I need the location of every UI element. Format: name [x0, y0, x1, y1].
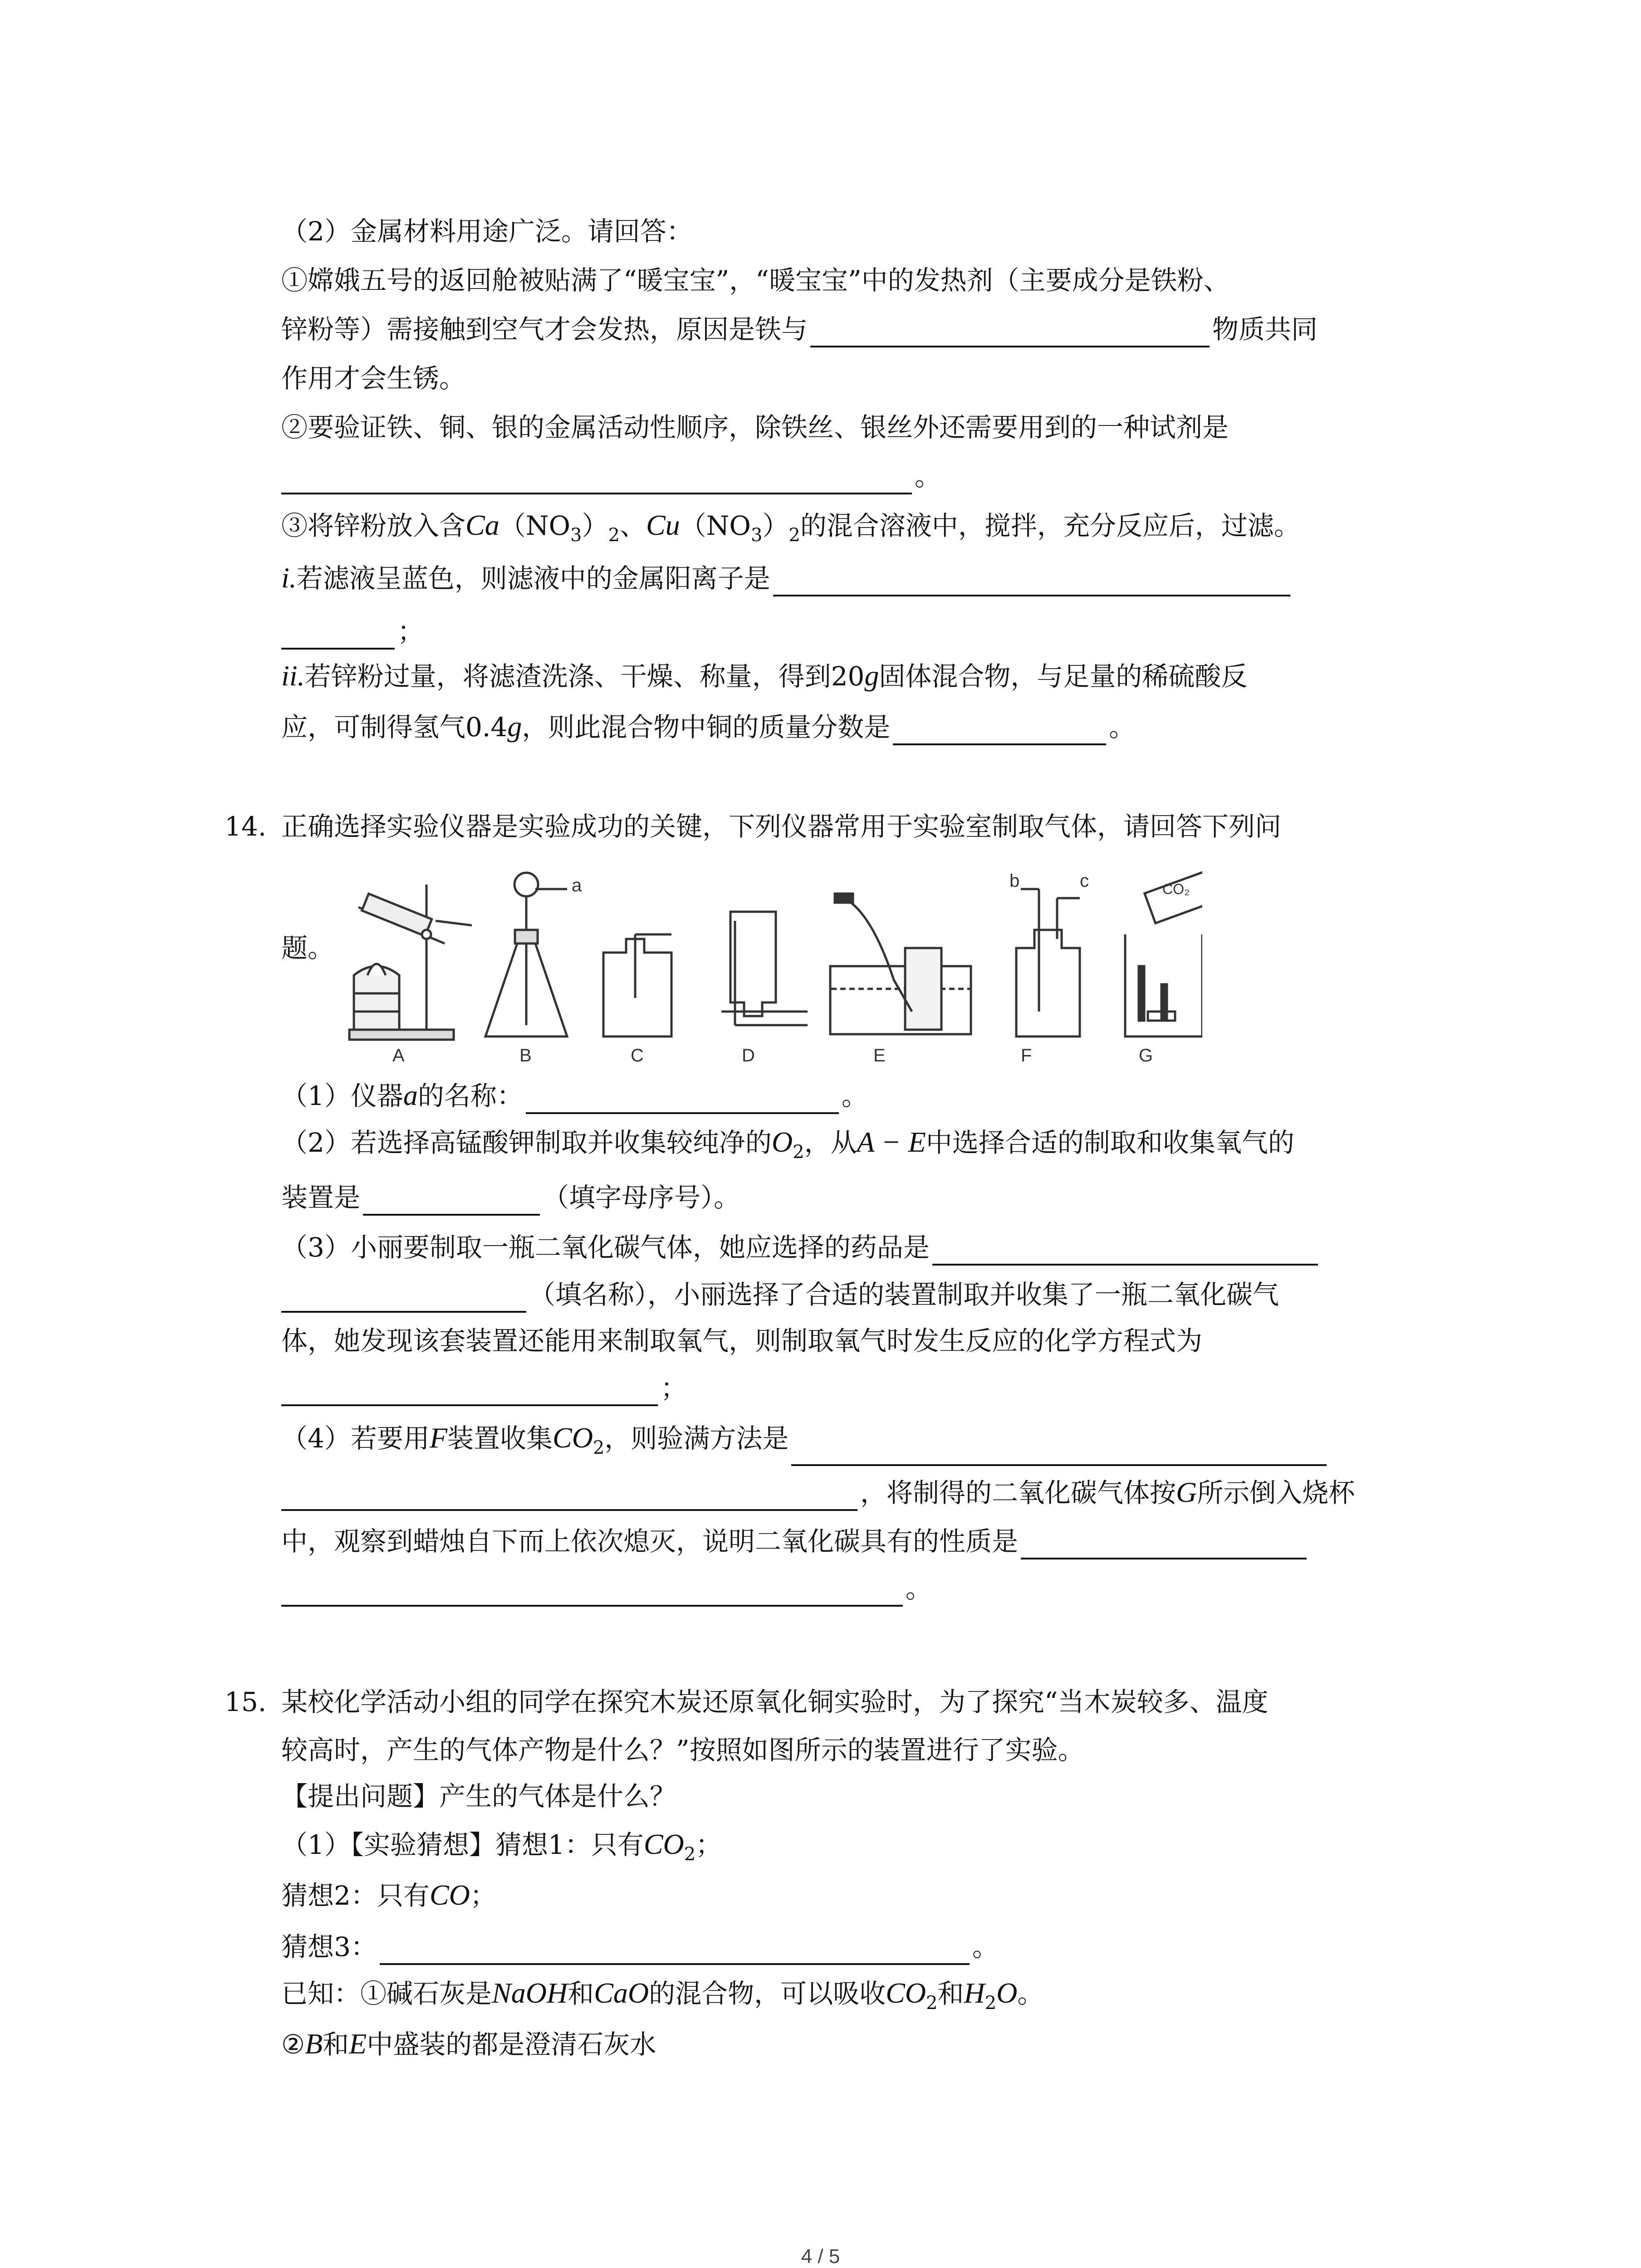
text: 的名称：: [417, 1080, 523, 1111]
text: 已知：①碱石灰是: [281, 1978, 492, 2009]
unit: g: [507, 710, 522, 743]
question-number-15: 15.: [225, 1686, 267, 1717]
apparatus-a: [349, 885, 472, 1040]
text: 、: [619, 510, 646, 541]
page-number: 4 / 5: [801, 2245, 840, 2268]
part2-qi-line2: [281, 613, 424, 650]
formula: Cu: [646, 509, 680, 541]
formula: Ca: [465, 509, 500, 541]
q15-guess3: [281, 1929, 999, 1965]
answer-blank-check-full-cont[interactable]: [281, 1481, 857, 1511]
answer-blank-check-full[interactable]: [791, 1436, 1327, 1466]
formula: （NO: [499, 510, 571, 541]
text: ③将锌粉放入含: [281, 510, 466, 541]
apparatus-f: [1016, 889, 1080, 1036]
text: 。: [972, 1931, 999, 1962]
text: 所示倒入烧杯: [1197, 1477, 1355, 1508]
figure-label-c-small: c: [1080, 871, 1089, 891]
answer-blank-reagent[interactable]: [281, 464, 912, 494]
figure-label-d: D: [742, 1046, 755, 1066]
text: 中，观察到蜡烛自下而上依次熄灭，说明二氧化碳具有的性质是: [281, 1526, 1019, 1557]
text: ②: [281, 2029, 305, 2060]
apparatus-e: [830, 894, 971, 1034]
text: （3）小丽要制取一瓶二氧化碳气体，她应选择的药品是: [281, 1232, 930, 1263]
formula: CO: [643, 1828, 684, 1860]
text: 和: [937, 1978, 964, 2009]
q14-p3-line1: [281, 1229, 1321, 1266]
q15-stem-line1: 某校化学活动小组的同学在探究木炭还原氧化铜实验时，为了探究“当木炭较多、温度: [281, 1686, 1269, 1717]
formula: CaO: [594, 1977, 649, 2009]
text: 。: [906, 1573, 932, 1604]
answer-blank-copper-fraction[interactable]: [893, 715, 1106, 745]
text: 。: [1017, 1978, 1044, 2009]
part2-q1-line1: ①嫦娥五号的返回舱被贴满了“暖宝宝”，“暖宝宝”中的发热剂（主要成分是铁粉、: [281, 265, 1230, 296]
formula: O: [996, 1977, 1018, 2009]
subscript: 3: [750, 525, 763, 546]
part2-q2-line2: [281, 458, 941, 494]
answer-blank-cation[interactable]: [773, 567, 1290, 596]
formula: CO: [553, 1422, 593, 1454]
text: 和: [568, 1978, 594, 2009]
q14-p4-line1: [281, 1420, 1329, 1466]
subscript: 2: [793, 1142, 804, 1163]
q14-p1: [281, 1077, 868, 1114]
text: （2）若选择高锰酸钾制取并收集较纯净的: [281, 1127, 772, 1158]
q14-p3-line4: [281, 1370, 687, 1406]
unit: g: [864, 660, 879, 692]
variable: a: [403, 1079, 418, 1111]
formula: H: [964, 1977, 985, 2009]
answer-blank-cation-cont[interactable]: [281, 620, 395, 650]
q14-p2-line1: [281, 1124, 1294, 1170]
variable: B: [305, 2028, 323, 2060]
text: 的混合溶液中，搅拌，充分反应后，过滤。: [800, 510, 1300, 541]
text: ；: [696, 1829, 722, 1860]
text: （4）若要用: [281, 1423, 430, 1454]
text: ，从: [804, 1127, 857, 1158]
formula: ）: [582, 510, 608, 541]
figure-label-f: F: [1021, 1046, 1032, 1066]
answer-blank-guess3[interactable]: [380, 1935, 970, 1965]
answer-blank-device[interactable]: [363, 1186, 540, 1216]
variable: E: [349, 2028, 367, 2060]
text: 若滤液呈蓝色，则滤液中的金属阳离子是: [296, 563, 770, 594]
apparatus-b: [485, 873, 567, 1036]
part2-q1-line2: [281, 311, 1318, 347]
formula: O: [771, 1126, 793, 1158]
part2-qi-line1: [281, 560, 1293, 596]
part2-intro: （2）金属材料用途广泛。请回答：: [281, 216, 693, 247]
text: （填字母序号）。: [543, 1182, 740, 1213]
text: ；: [397, 616, 424, 647]
text: 。: [915, 461, 941, 492]
text: 若锌粉过量，将滤渣洗涤、干燥、称量，得到20: [304, 661, 865, 692]
answer-blank-properties[interactable]: [1021, 1530, 1307, 1559]
q15-guess2: [281, 1877, 496, 1914]
answer-blank-instrument-a[interactable]: [526, 1084, 839, 1114]
answer-blank-rust[interactable]: [810, 318, 1210, 347]
formula: CO: [429, 1879, 470, 1911]
q14-p4-line2: [281, 1474, 1355, 1511]
label: i.: [281, 562, 297, 594]
figure-label-e: E: [873, 1046, 886, 1066]
answer-blank-reagents-cont[interactable]: [281, 1283, 526, 1313]
q15-problem: 【提出问题】产生的气体是什么？: [281, 1781, 676, 1812]
answer-blank-properties-cont[interactable]: [281, 1577, 903, 1607]
text: 物质共同: [1212, 314, 1318, 345]
apparatus-d: [721, 912, 808, 1025]
q14-p3-line3: 体，她发现该套装置还能用来制取氧气，则制取氧气时发生反应的化学方程式为: [281, 1325, 1203, 1356]
figure-label-b: B: [519, 1046, 532, 1066]
text: ，则此混合物中铜的质量分数是: [522, 712, 891, 743]
text: 。: [841, 1080, 868, 1111]
text: 固体混合物，与足量的稀硫酸反: [879, 661, 1248, 692]
answer-blank-reagents[interactable]: [932, 1236, 1318, 1266]
text: 猜想3：: [281, 1931, 377, 1962]
text: 锌粉等）需接触到空气才会发热，原因是铁与: [281, 314, 808, 345]
figure-label-g: G: [1139, 1046, 1153, 1066]
part2-qii-line2: [281, 709, 1135, 745]
subscript: 2: [684, 1844, 696, 1865]
apparatus-drawing: [327, 862, 1202, 1070]
part2-qii-line1: [281, 658, 1247, 694]
variable: A − E: [857, 1126, 926, 1158]
figure-label-b-small: b: [1009, 871, 1020, 891]
text: 装置收集: [447, 1423, 553, 1454]
q15-known2: [281, 2026, 656, 2063]
formula: （NO: [680, 510, 751, 541]
text: 的混合物，可以吸收: [649, 1978, 886, 2009]
text: ；: [661, 1373, 687, 1403]
figure-label-a-small: a: [572, 875, 582, 895]
text: 中选择合适的制取和收集氧气的: [926, 1127, 1294, 1158]
variable: G: [1176, 1476, 1197, 1508]
q15-guess1: [281, 1826, 722, 1872]
subscript: 2: [593, 1437, 605, 1458]
q14-p4-line3: [281, 1523, 1309, 1559]
question-number-14: 14.: [225, 811, 267, 842]
q15-stem-line2: 较高时，产生的气体产物是什么？”按照如图所示的装置进行了实验。: [281, 1735, 1084, 1765]
apparatus-figure: [327, 862, 1202, 1070]
part2-q2-line1: ②要验证铁、铜、银的金属活动性顺序，除铁丝、银丝外还需要用到的一种试剂是: [281, 412, 1229, 443]
subscript: 2: [926, 1993, 938, 2014]
subscript: 3: [570, 525, 582, 546]
q14-p4-line4: [281, 1570, 932, 1607]
figure-label-a: A: [392, 1046, 405, 1066]
text: 应，可制得氢气0.4: [281, 712, 508, 743]
part2-q1-line3: 作用才会生锈。: [281, 363, 466, 394]
formula: ）: [762, 510, 789, 541]
text: 装置是: [281, 1182, 361, 1213]
text: 中盛装的都是澄清石灰水: [367, 2029, 656, 2060]
q15-known1: [281, 1975, 1043, 2021]
text: ，则验满方法是: [604, 1423, 789, 1454]
text: 。: [1109, 712, 1136, 743]
text: （1）【实验猜想】猜想1：只有: [281, 1829, 644, 1860]
text: ，将制得的二氧化碳气体按: [860, 1477, 1176, 1508]
q14-stem-end: 题。: [281, 933, 334, 963]
text: （填名称），小丽选择了合适的装置制取并收集了一瓶二氧化碳气: [529, 1279, 1279, 1310]
text: 和: [323, 2029, 349, 2060]
variable: F: [429, 1422, 447, 1454]
subscript: 2: [985, 1993, 997, 2014]
formula: CO: [886, 1977, 926, 2009]
figure-label-co2: CO₂: [1162, 881, 1190, 897]
figure-label-c: C: [631, 1046, 644, 1066]
text: ；: [470, 1880, 496, 1911]
text: （1）仪器: [281, 1080, 403, 1111]
q14-p3-line2: [281, 1276, 1279, 1313]
answer-blank-equation[interactable]: [281, 1376, 658, 1406]
subscript: 2: [608, 525, 620, 546]
apparatus-c: [603, 934, 671, 1036]
q14-p2-line2: [281, 1179, 740, 1216]
part2-q3-line1: [281, 507, 1300, 553]
subscript: 2: [789, 525, 800, 546]
formula: NaOH: [492, 1977, 568, 2009]
q14-stem: 正确选择实验仪器是实验成功的关键，下列仪器常用于实验室制取气体，请回答下列问: [281, 811, 1282, 842]
label: ii.: [281, 660, 305, 692]
text: 猜想2：只有: [281, 1880, 430, 1911]
